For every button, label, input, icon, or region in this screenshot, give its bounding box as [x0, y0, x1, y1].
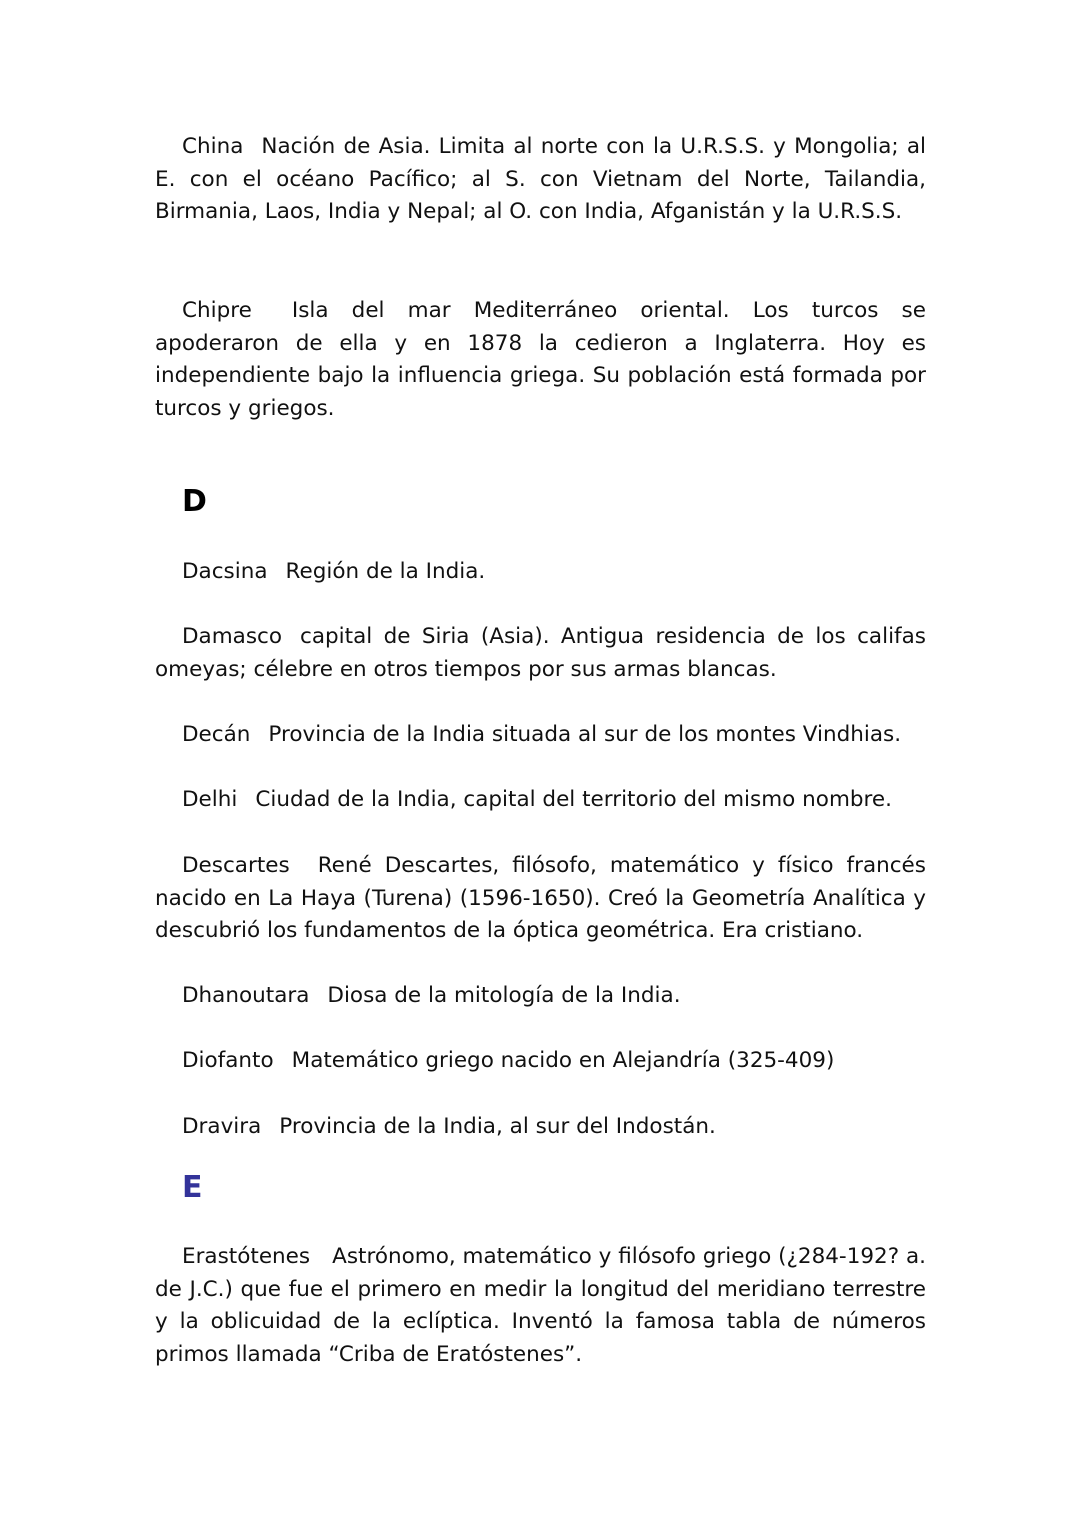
entry-dhanoutara: [155, 980, 926, 1013]
entry-definition: Provincia de la India, al sur del Indostán.: [279, 1114, 716, 1139]
entry-descartes: [155, 850, 926, 948]
entry-definition: Matemático griego nacido en Alejandría (325-409): [291, 1048, 835, 1073]
entry-definition: Ciudad de la India, capital del territorio del mismo nombre.: [255, 787, 892, 812]
entry-definition: René Descartes, filósofo, matemático y físico francés nacido en La Haya (Turena) (1596-1650). Creó la Geometría Analítica y descubrió los fundamentos de la óptica geométrica. Era cristiano.: [155, 853, 926, 944]
entry-definition: Diosa de la mitología de la India.: [327, 983, 681, 1008]
section-heading-e: E: [182, 1170, 203, 1205]
entry-definition: Isla del mar Mediterráneo oriental. Los turcos se apoderaron de ella y en 1878 la cedieron a Inglaterra. Hoy es independiente bajo la influencia griega. Su población está formada por turcos y griegos.: [155, 298, 926, 422]
entry-term: Delhi: [182, 787, 238, 812]
entry-definition: Nación de Asia. Limita al norte con la U.R.S.S. y Mongolia; al E. con el océano Pacífico; al S. con Vietnam del Norte, Tailandia, Birmania, Laos, India y Nepal; al O. con India, Afganistán y la U.R.S.S.: [155, 134, 926, 225]
entry-dacsina: [155, 556, 926, 589]
entry-damasco: [155, 621, 926, 686]
section-heading-d: D: [182, 484, 207, 519]
entry-decan: [155, 719, 926, 752]
entry-term: Chipre: [182, 298, 252, 323]
entry-term: Dhanoutara: [182, 983, 310, 1008]
entry-term: Erastótenes: [182, 1244, 311, 1269]
entry-definition: Región de la India.: [285, 559, 486, 584]
entry-term: Diofanto: [182, 1048, 274, 1073]
entry-term: Dravira: [182, 1114, 262, 1139]
entry-china: [155, 131, 926, 229]
entry-definition: Provincia de la India situada al sur de los montes Vindhias.: [268, 722, 902, 747]
entry-term: Dacsina: [182, 559, 268, 584]
entry-definition: Astrónomo, matemático y filósofo griego (¿284-192? a. de J.C.) que fue el primero en medir la longitud del meridiano terrestre y la oblicuidad de la eclíptica. Inventó la famosa tabla de números primos llamada “Criba de Eratóstenes”.: [155, 1244, 926, 1368]
entry-diofanto: [155, 1045, 926, 1078]
entry-definition: capital de Siria (Asia). Antigua residencia de los califas omeyas; célebre en otros tiempos por sus armas blancas.: [155, 624, 926, 682]
entry-term: Descartes: [182, 853, 290, 878]
entry-erastotenes: [155, 1241, 926, 1372]
entry-chipre: [155, 295, 926, 426]
entry-term: Decán: [182, 722, 251, 747]
entry-dravira: [155, 1111, 926, 1144]
entry-term: China: [182, 134, 244, 159]
entry-term: Damasco: [182, 624, 283, 649]
entry-delhi: [155, 784, 926, 817]
